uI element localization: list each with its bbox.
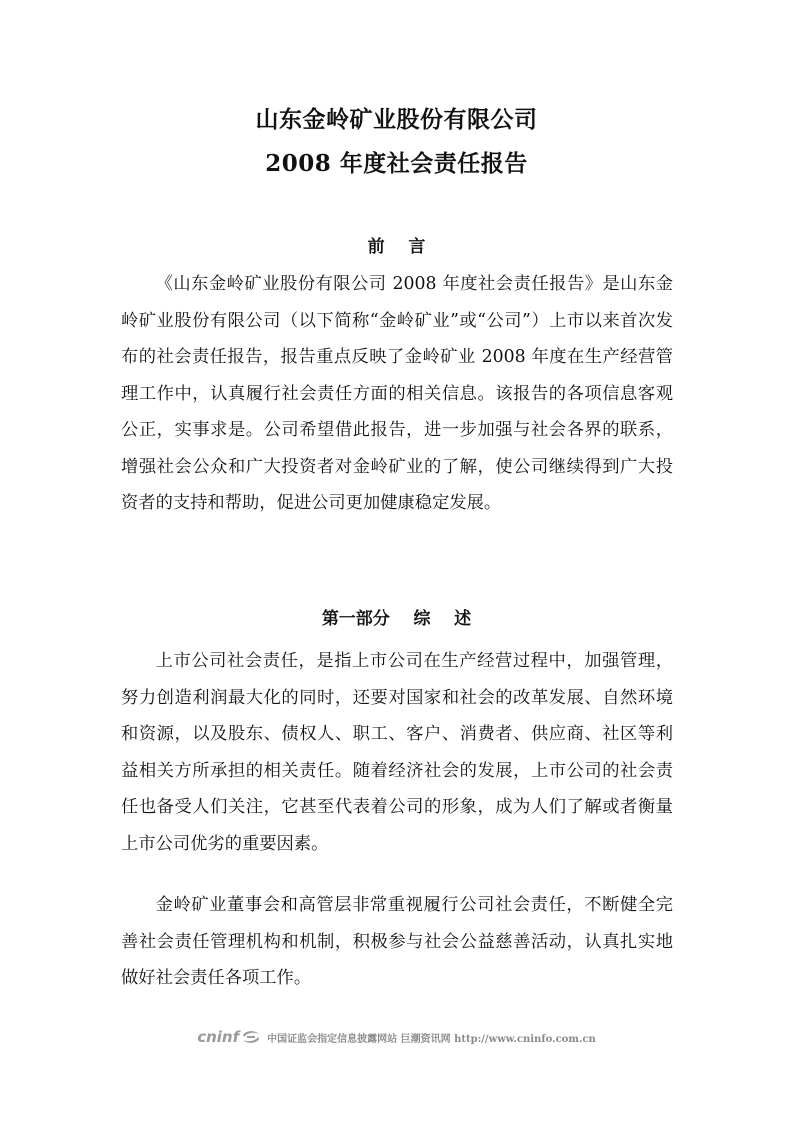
footer: [0, 1028, 793, 1046]
logo-text: cninf: [197, 1028, 240, 1046]
footer-text: 中国证监会指定信息披露网站 巨潮资讯网 http://www.cninfo.com.cn: [267, 1033, 596, 1045]
cninfo-swirl-icon: [241, 1029, 261, 1045]
part1-paragraph-1: 上市公司社会责任，是指上市公司在生产经营过程中，加强管理，努力创造利润最大化的同时，还要对国家和社会的改革发展、自然环境和资源，以及股东、债权人、职工、客户、消费者、供应商、社区等利益相关方所承担的相关责任。随着经济社会的发展，上市公司的社会责任也备受人们关注，它甚至代表着公司的形象，成为人们了解或者衡量上市公司优劣的重要因素。: [121, 651, 673, 854]
document-subtitle: 2008 年度社会责任报告: [265, 150, 528, 177]
document-title: 山东金岭矿业股份有限公司: [255, 106, 538, 133]
preface-paragraph: 《山东金岭矿业股份有限公司 2008 年度社会责任报告》是山东金岭矿业股份有限公司（以下简称“金岭矿业”或“公司”）上市以来首次发布的社会责任报告，报告重点反映了金岭矿业 2008 年度在生产经营管理工作中，认真履行社会责任方面的相关信息。该报告的各项信息客观公正，实事求是。公司希望借此报告，进一步加强与社会各界的联系，增强社会公众和广大投资者对金岭矿业的了解，使公司继续得到广大投资者的支持和帮助，促进公司更加健康稳定发展。: [121, 274, 673, 513]
part1-paragraph-2: 金岭矿业董事会和高管层非常重视履行公司社会责任，不断健全完善社会责任管理机构和机制，积极参与社会公益慈善活动，认真扎实地做好社会责任各项工作。: [121, 895, 673, 988]
cninfo-logo: [197, 1028, 261, 1046]
part1-heading: 第一部分 综 述: [321, 609, 472, 629]
preface-heading: 前 言: [367, 237, 426, 257]
